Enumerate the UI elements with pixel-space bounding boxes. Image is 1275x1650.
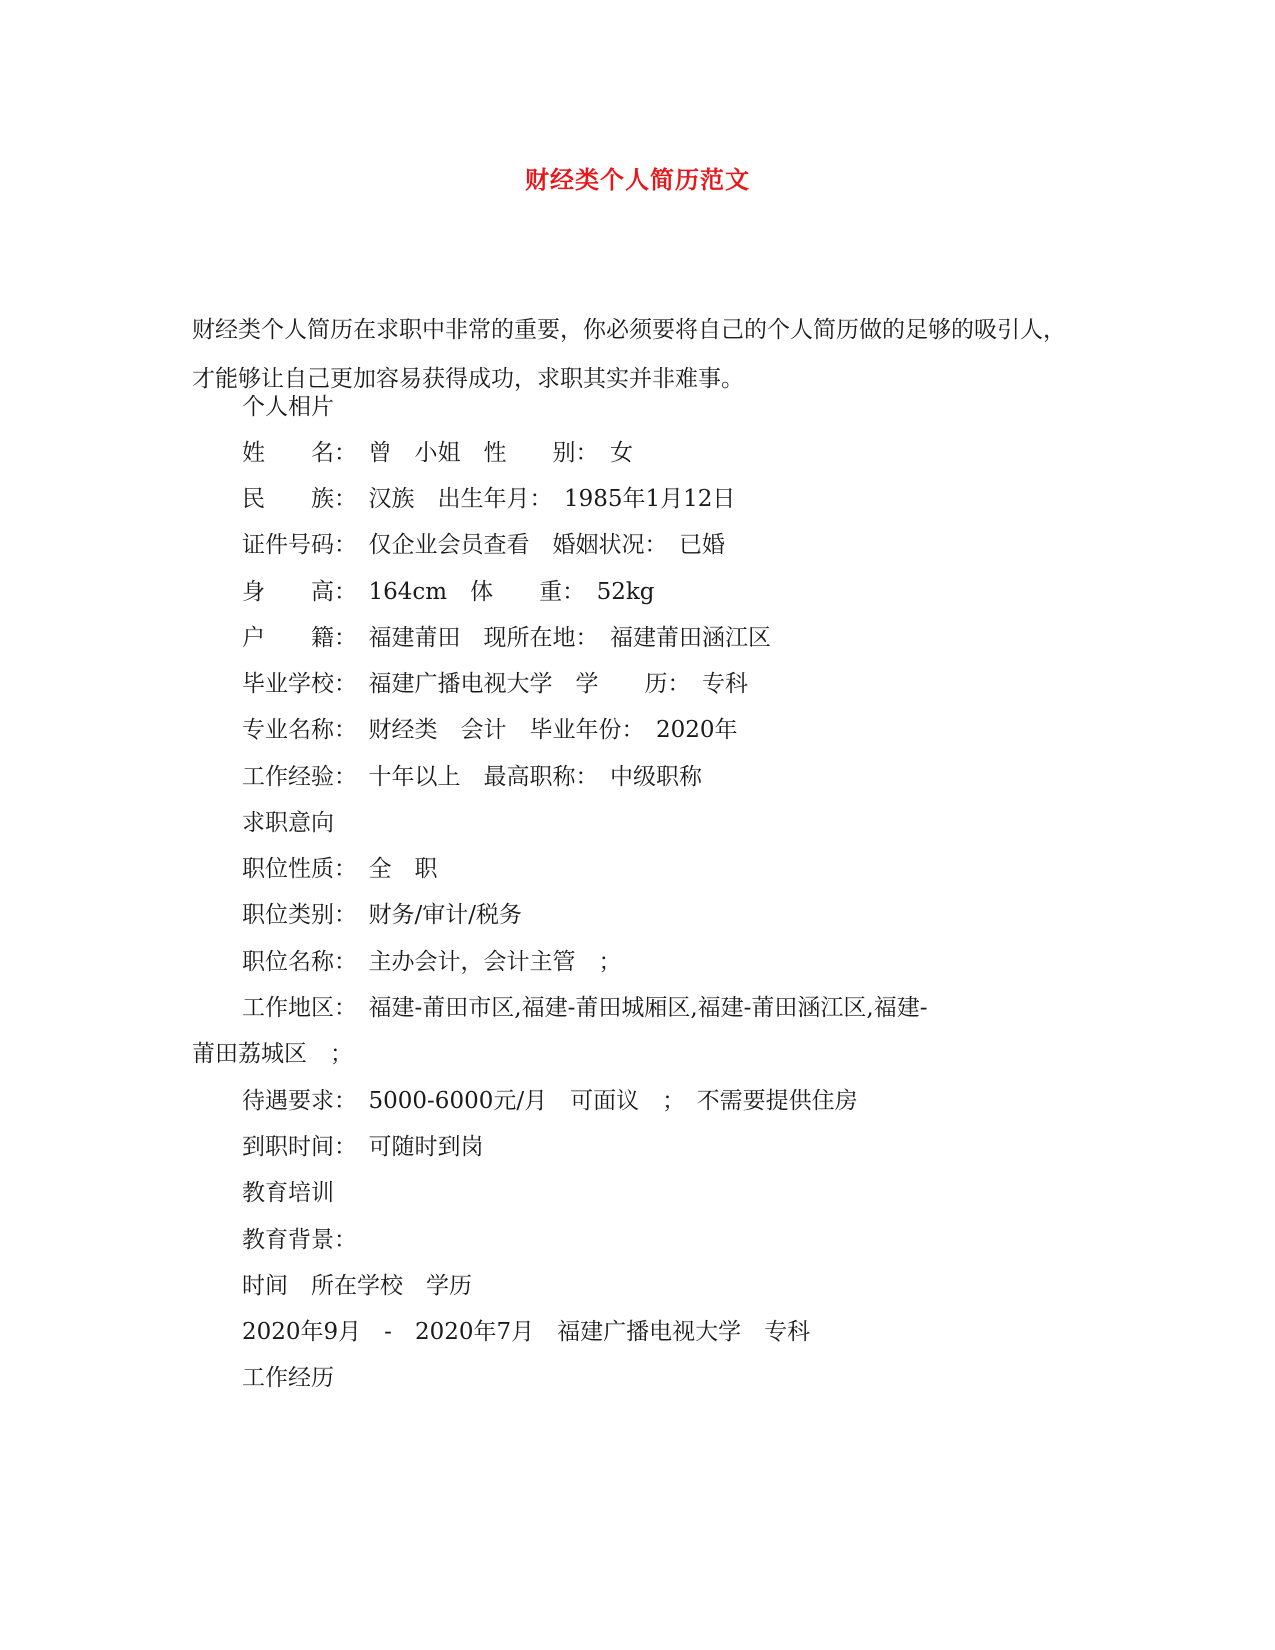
- line-major-year: 专业名称： 财经类 会计 毕业年份： 2020年: [242, 717, 738, 743]
- line-job-nature: 职位性质： 全 职: [242, 856, 438, 882]
- intro-paragraph: 财经类个人简历在求职中非常的重要，你必须要将自己的个人简历做的足够的吸引人，才能够让自己更加容易获得成功，求职其实并非难事。: [192, 317, 1066, 392]
- line-education-header: 时间 所在学校 学历: [242, 1273, 472, 1299]
- line-height-weight: 身 高： 164cm 体 重： 52kg: [242, 579, 655, 605]
- line-id-marital: 证件号码： 仅企业会员查看 婚姻状况： 已婚: [242, 532, 725, 558]
- line-ethnicity-birth: 民 族： 汉族 出生年月： 1985年1月12日: [242, 486, 736, 512]
- line-name-gender: 姓 名： 曾 小姐 性 别： 女: [242, 440, 633, 466]
- section-heading-photo: 个人相片: [242, 394, 334, 420]
- line-work-area: 工作地区： 福建-莆田市区,福建-莆田城厢区,福建-莆田涵江区,福建-: [242, 995, 928, 1021]
- line-salary: 待遇要求： 5000-6000元/月 可面议 ； 不需要提供住房: [242, 1088, 858, 1114]
- document-title: 财经类个人简历范文: [525, 165, 750, 194]
- line-experience-title: 工作经验： 十年以上 最高职称： 中级职称: [242, 764, 702, 790]
- section-heading-education: 教育培训: [242, 1180, 334, 1206]
- line-hukou-location: 户 籍： 福建莆田 现所在地： 福建莆田涵江区: [242, 625, 771, 651]
- line-education-background: 教育背景：: [242, 1227, 357, 1253]
- line-education-entry: 2020年9月 - 2020年7月 福建广播电视大学 专科: [242, 1319, 811, 1345]
- section-heading-intent: 求职意向: [242, 810, 334, 836]
- line-job-title: 职位名称： 主办会计，会计主管 ；: [242, 949, 622, 975]
- section-heading-work: 工作经历: [242, 1365, 334, 1391]
- line-job-category: 职位类别： 财务/审计/税务: [242, 902, 522, 928]
- line-work-area-cont: 莆田荔城区 ；: [192, 1041, 353, 1067]
- line-school-degree: 毕业学校： 福建广播电视大学 学 历： 专科: [242, 671, 748, 697]
- line-start-time: 到职时间： 可随时到岗: [242, 1134, 484, 1160]
